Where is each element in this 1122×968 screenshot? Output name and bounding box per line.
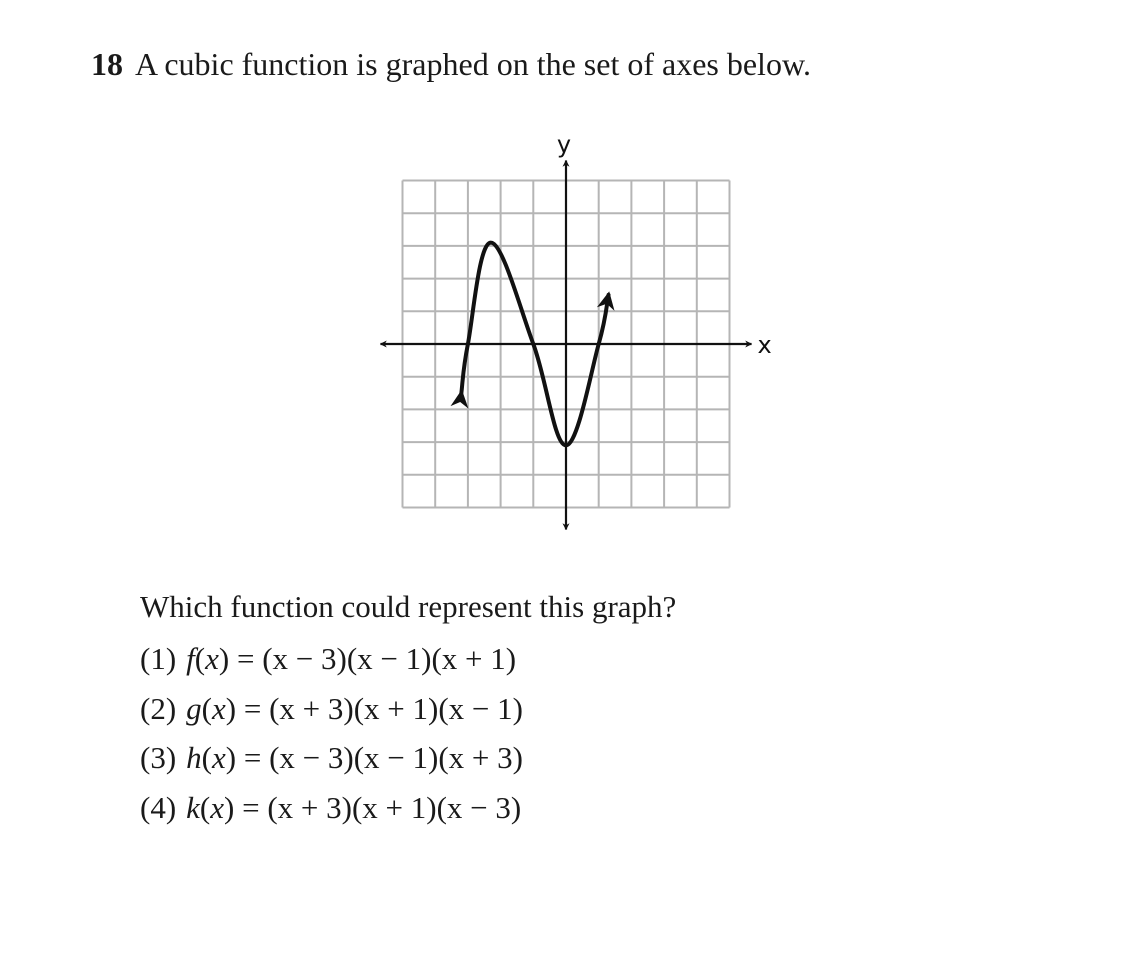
function-name: h [186,740,202,775]
function-name: k [186,789,200,825]
function-argument: x [211,740,226,775]
question-header [91,42,811,86]
function-argument: x [211,690,226,726]
x-axis-label: x [757,331,772,359]
question-number: 18 [91,46,123,82]
question-text: A cubic function is graphed on the set of axes below. [135,46,811,82]
function-expression: (x + 3)(x + 1)(x − 3) [267,789,522,825]
choice-number: (1) [140,641,177,676]
function-name: g [186,690,202,726]
choice-number: (3) [140,740,177,775]
answer-choices [140,634,523,832]
function-argument: x [210,789,225,825]
choice-number: (2) [140,690,177,726]
choice-2[interactable]: (2) g(x) = (x + 3)(x + 1)(x − 1) [140,690,523,726]
function-expression: (x + 3)(x + 1)(x − 1) [269,690,523,726]
choice-1[interactable]: (1) f(x) = (x − 3)(x − 1)(x + 1) [140,641,517,676]
function-expression: (x − 3)(x − 1)(x + 1) [262,641,517,676]
function-argument: x [205,641,219,676]
y-axis-label: y [556,130,572,159]
choice-3[interactable]: (3) h(x) = (x − 3)(x − 1)(x + 3) [140,740,523,775]
function-expression: (x − 3)(x − 1)(x + 3) [269,740,523,775]
function-name: f [186,641,195,676]
choice-4[interactable]: (4) k(x) = (x + 3)(x + 1)(x − 3) [140,789,522,825]
cubic-graph [370,120,780,540]
question-prompt: Which function could represent this graph? [140,589,677,624]
choice-number: (4) [140,789,177,825]
